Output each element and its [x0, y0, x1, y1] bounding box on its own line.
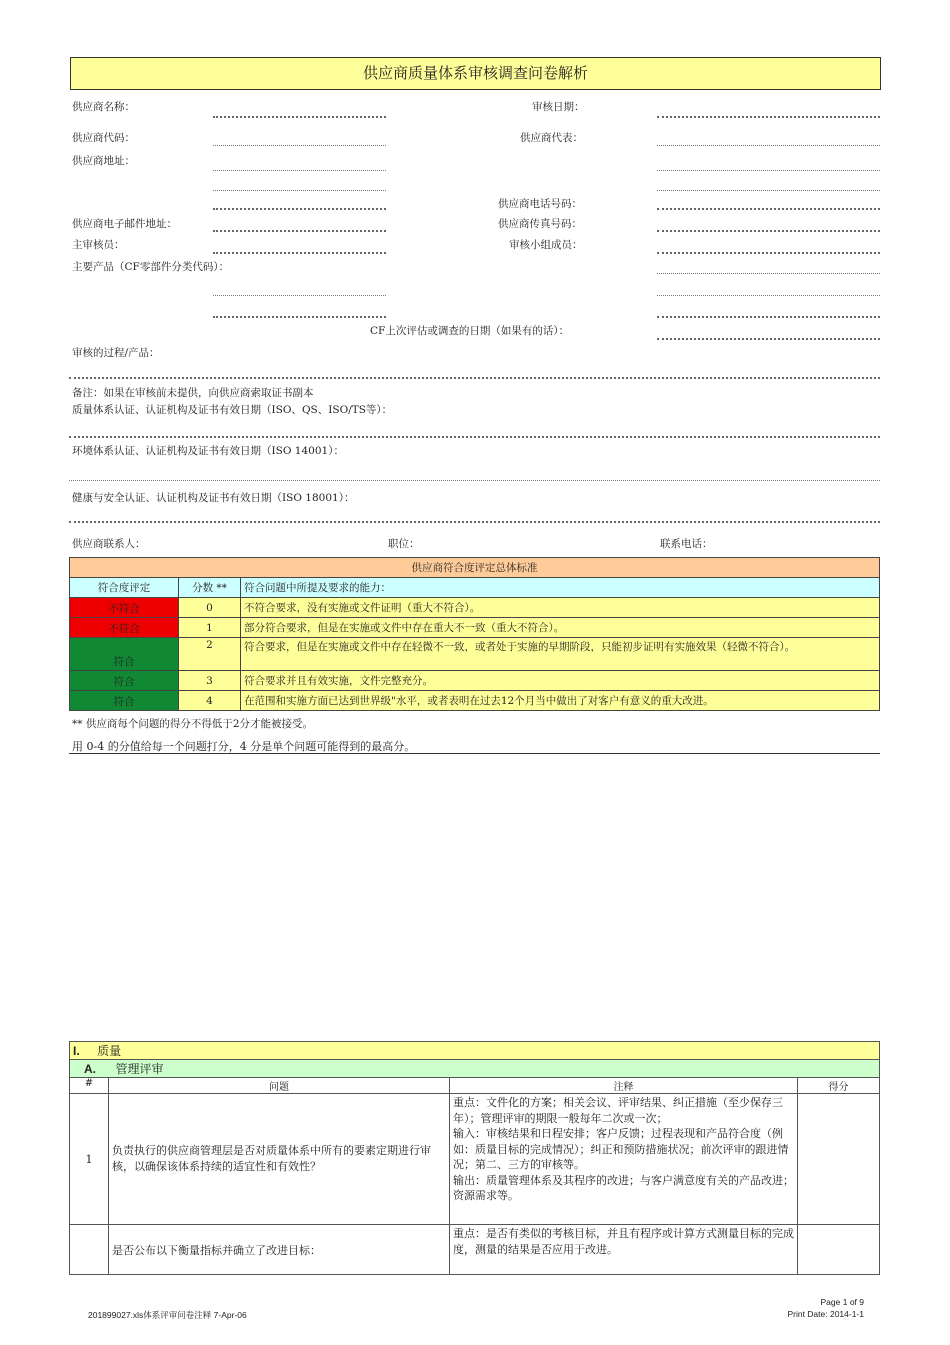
- col-ability: 符合问题中所提及要求的能力：: [241, 578, 880, 598]
- supplier-email-label: 供应商电子邮件地址：: [72, 218, 177, 230]
- audit-date-line[interactable]: [657, 116, 880, 118]
- team-line-2[interactable]: [657, 273, 880, 274]
- lead-auditor-label: 主审核员：: [72, 239, 125, 251]
- rating-cell: 不符合: [70, 618, 179, 638]
- score-cell: 2: [179, 638, 241, 671]
- main-products-label: 主要产品（CF零部件分类代码）：: [72, 261, 230, 273]
- standards-table: [69, 557, 880, 711]
- supplier-phone-label: 供应商电话号码：: [498, 198, 582, 210]
- col-notes: 注释: [450, 1078, 798, 1094]
- audit-team-line[interactable]: [657, 252, 880, 254]
- last-eval-line[interactable]: [657, 338, 880, 340]
- col-num: #: [70, 1078, 109, 1094]
- audit-date-label: 审核日期：: [532, 101, 585, 113]
- supplier-fax-line[interactable]: [657, 230, 880, 232]
- score-cell: 4: [179, 691, 241, 711]
- page-number: Page 1 of 9: [820, 1297, 864, 1307]
- standards-title: 供应商符合度评定总体标准: [70, 558, 880, 578]
- address-line-1[interactable]: [213, 170, 386, 171]
- rating-cell: 不符合: [70, 598, 179, 618]
- supplier-address-label: 供应商地址：: [72, 155, 135, 167]
- subsection-title: 管理评审: [115, 1062, 164, 1076]
- question-text: 是否公布以下衡量指标并确立了改进目标：: [109, 1225, 450, 1275]
- supplier-code-label: 供应商代码：: [72, 132, 135, 144]
- notes-text: 重点：文件化的方案；相关会议、评审结果、纠正措施（至少保存三年）；管理评审的期限一般每年二次或一次； 输入：审核结果和日程安排；客户反馈；过程表现和产品符合度（例如：质量目标的完成情况）；纠正和预防措施状况；前次评审的跟进情况；第二、三方的审核等。 输出：质量管理体系及其程序的改进；与客户满意度有关的产品改进；资源需求等。: [450, 1094, 798, 1225]
- score-cell: 3: [179, 671, 241, 691]
- products-line-1[interactable]: [213, 295, 386, 296]
- rating-cell: 符合: [70, 638, 179, 671]
- supplier-name-line[interactable]: [213, 116, 386, 118]
- desc-cell: 符合要求，但是在实施或文件中存在轻微不一致，或者处于实施的早期阶段，只能初步证明有实施效果（轻微不符合）。: [241, 638, 880, 671]
- print-date: Print Date: 2014-1-1: [787, 1309, 864, 1319]
- col-question: 问题: [109, 1078, 450, 1094]
- question-number: [70, 1225, 109, 1275]
- score-input[interactable]: [798, 1094, 880, 1225]
- desc-cell: 不符合要求，没有实施或文件证明（重大不符合）。: [241, 598, 880, 618]
- last-eval-label: CF上次评估或调查的日期（如果有的话）：: [370, 325, 570, 337]
- env-cert-label: 环境体系认证、认证机构及证书有效日期（ISO 14001）：: [72, 445, 344, 457]
- quality-cert-line[interactable]: [69, 436, 880, 438]
- footnote-min-score: ** 供应商每个问题的得分不得低于2分才能被接受。: [72, 718, 314, 730]
- audit-team-label: 审核小组成员：: [509, 239, 583, 251]
- supplier-fax-label: 供应商传真号码：: [498, 218, 582, 230]
- products-line-2[interactable]: [213, 316, 386, 318]
- address-line-3[interactable]: [213, 208, 386, 210]
- footnote-scale: 用 0-4 的分值给每一个问题打分，4 分是单个问题可能得到的最高分。: [72, 740, 416, 753]
- address-line-2b[interactable]: [657, 190, 880, 191]
- question-text: 负责执行的供应商管理层是否对质量体系中所有的要素定期进行审核，以确保该体系持续的适宜性和有效性？: [109, 1094, 450, 1225]
- score-cell: 1: [179, 618, 241, 638]
- team-line-3[interactable]: [657, 295, 880, 296]
- section-number: I.: [73, 1044, 80, 1058]
- desc-cell: 在范围和实施方面已达到世界级"水平，或者表明在过去12个月当中做出了对客户有意义的重大改进。: [241, 691, 880, 711]
- section-title: 质量: [97, 1044, 122, 1058]
- supplier-name-label: 供应商名称：: [72, 101, 135, 113]
- supplier-rep-label: 供应商代表：: [520, 132, 583, 144]
- audit-table: [69, 1041, 880, 1275]
- desc-cell: 部分符合要求，但是在实施或文件中存在重大不一致（重大不符合）。: [241, 618, 880, 638]
- question-number: 1: [70, 1094, 109, 1225]
- score-cell: 0: [179, 598, 241, 618]
- team-line-4[interactable]: [657, 316, 880, 318]
- subsection-number: A.: [84, 1062, 96, 1076]
- lead-auditor-line[interactable]: [213, 252, 386, 254]
- audit-process-line[interactable]: [69, 377, 880, 379]
- desc-cell: 符合要求并且有效实施，文件完整充分。: [241, 671, 880, 691]
- position-label: 职位：: [388, 538, 420, 550]
- quality-cert-label: 质量体系认证、认证机构及证书有效日期（ISO、QS、ISO/TS等）：: [72, 404, 393, 416]
- col-score: 得分: [798, 1078, 880, 1094]
- notes-text: 重点：是否有类似的考核目标，并且有程序或计算方式测量目标的完成度，测量的结果是否应用于改进。: [450, 1225, 798, 1275]
- contact-phone-label: 联系电话：: [660, 538, 713, 550]
- supplier-email-line[interactable]: [213, 230, 386, 232]
- rating-cell: 符合: [70, 671, 179, 691]
- divider: [69, 753, 880, 754]
- audit-process-label: 审核的过程/产品：: [72, 347, 160, 359]
- rating-cell: 符合: [70, 691, 179, 711]
- address-line-1b[interactable]: [657, 170, 880, 171]
- contact-label: 供应商联系人：: [72, 538, 146, 550]
- col-score: 分数 **: [179, 578, 241, 598]
- supplier-phone-line[interactable]: [657, 208, 880, 210]
- page-title: 供应商质量体系审核调查问卷解析: [70, 57, 881, 90]
- note-text: 备注：如果在审核前未提供，向供应商索取证书副本: [72, 387, 314, 399]
- supplier-rep-line[interactable]: [657, 145, 880, 146]
- col-rating: 符合度评定: [70, 578, 179, 598]
- supplier-code-line[interactable]: [213, 145, 386, 146]
- health-cert-label: 健康与安全认证、认证机构及证书有效日期（ISO 18001）：: [72, 492, 355, 504]
- env-cert-line[interactable]: [69, 480, 880, 481]
- health-cert-line[interactable]: [69, 521, 880, 523]
- footer-file: 201899027.xls体系评审问卷注释 7-Apr-06: [88, 1310, 247, 1320]
- score-input[interactable]: [798, 1225, 880, 1275]
- address-line-2[interactable]: [213, 190, 386, 191]
